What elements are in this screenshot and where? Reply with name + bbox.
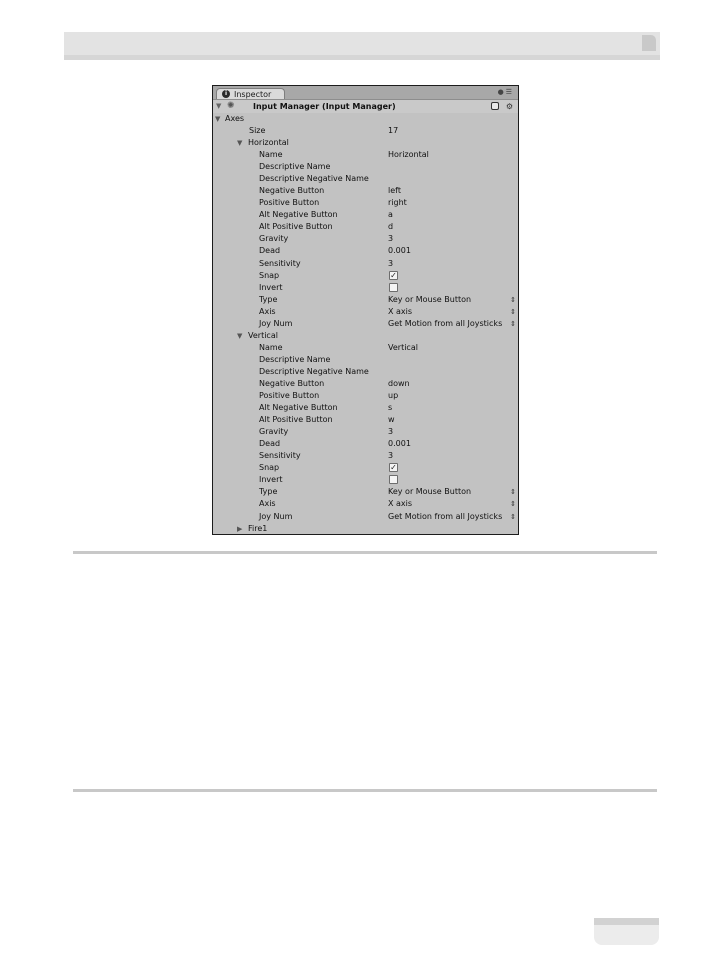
field-label: Dead bbox=[259, 439, 281, 449]
component-header[interactable] bbox=[213, 100, 518, 113]
joy-num-label: Joy Num bbox=[259, 511, 293, 521]
field-row bbox=[213, 354, 518, 366]
invert-row bbox=[213, 282, 518, 294]
axis-label: Axis bbox=[259, 499, 276, 509]
type-row bbox=[213, 294, 518, 306]
field-value[interactable]: d bbox=[388, 222, 394, 232]
field-label: Positive Button bbox=[259, 198, 320, 208]
field-row bbox=[213, 173, 518, 185]
page-number-tab bbox=[594, 925, 659, 945]
snap-checkbox[interactable]: ✓ bbox=[390, 463, 397, 473]
snap-row bbox=[213, 462, 518, 474]
field-label: Descriptive Name bbox=[259, 354, 331, 364]
axis-dropdown[interactable]: X axis bbox=[388, 306, 413, 316]
field-row bbox=[213, 233, 518, 245]
axes-foldout[interactable] bbox=[213, 113, 518, 125]
field-label: Alt Positive Button bbox=[259, 415, 333, 425]
type-row bbox=[213, 486, 518, 498]
field-row bbox=[213, 366, 518, 378]
field-row bbox=[213, 342, 518, 354]
field-label: Descriptive Negative Name bbox=[259, 174, 369, 184]
field-row bbox=[213, 426, 518, 438]
page-corner-tab bbox=[642, 35, 656, 51]
axis-label: Axis bbox=[259, 306, 276, 316]
snap-label: Snap bbox=[259, 270, 280, 280]
field-label: Alt Negative Button bbox=[259, 403, 338, 413]
vertical-fold-icon[interactable]: ▼ bbox=[237, 331, 243, 340]
type-dropdown[interactable]: Key or Mouse Button bbox=[388, 487, 472, 497]
fire1-label: Fire1 bbox=[248, 523, 268, 533]
inspector-tabbar bbox=[213, 86, 518, 100]
field-value[interactable]: Vertical bbox=[388, 342, 418, 352]
field-value[interactable]: 0.001 bbox=[388, 439, 411, 449]
field-row bbox=[213, 450, 518, 462]
field-value[interactable]: up bbox=[388, 391, 399, 401]
field-label: Gravity bbox=[259, 234, 289, 244]
component-title: Input Manager (Input Manager) bbox=[253, 102, 396, 111]
help-book-icon[interactable] bbox=[491, 102, 499, 110]
page-header-band bbox=[64, 32, 660, 55]
field-label: Descriptive Name bbox=[259, 162, 331, 172]
field-row bbox=[213, 221, 518, 233]
field-value[interactable]: left bbox=[388, 186, 401, 196]
size-field[interactable]: 17 bbox=[388, 126, 399, 135]
field-row bbox=[213, 149, 518, 161]
field-label: Negative Button bbox=[259, 186, 325, 196]
field-row bbox=[213, 414, 518, 426]
joy-num-label: Joy Num bbox=[259, 318, 293, 328]
invert-checkbox[interactable] bbox=[389, 283, 398, 292]
section-rule-bottom bbox=[73, 789, 657, 792]
field-label: Alt Negative Button bbox=[259, 210, 338, 220]
field-label: Name bbox=[259, 150, 283, 160]
axes-fold-icon[interactable]: ▼ bbox=[215, 115, 221, 123]
horizontal-label: Horizontal bbox=[248, 138, 289, 148]
axis-row bbox=[213, 306, 518, 318]
field-row bbox=[213, 402, 518, 414]
invert-row bbox=[213, 474, 518, 486]
lock-icon[interactable]: ●☰ bbox=[497, 88, 514, 96]
axis-row bbox=[213, 498, 518, 510]
field-row bbox=[213, 390, 518, 402]
field-value[interactable]: 0.001 bbox=[388, 246, 411, 256]
fire1-fold-icon[interactable]: ▶ bbox=[237, 524, 243, 533]
axis-dropdown[interactable]: X axis bbox=[388, 499, 413, 509]
info-icon: i bbox=[222, 90, 230, 98]
type-label: Type bbox=[259, 487, 278, 497]
field-row bbox=[213, 209, 518, 221]
field-value[interactable]: 3 bbox=[388, 451, 394, 461]
dropdown-arrows-icon[interactable]: ⇕ bbox=[510, 307, 516, 316]
type-label: Type bbox=[259, 294, 278, 304]
field-row bbox=[213, 185, 518, 197]
settings-cog-icon[interactable]: ⚙ bbox=[505, 102, 513, 111]
joy-num-row bbox=[213, 318, 518, 330]
snap-checkbox[interactable]: ✓ bbox=[390, 270, 397, 280]
dropdown-arrows-icon[interactable]: ⇕ bbox=[510, 512, 516, 521]
invert-label: Invert bbox=[259, 282, 283, 292]
snap-row bbox=[213, 270, 518, 282]
tab-inspector-label: Inspector bbox=[234, 90, 272, 99]
dropdown-arrows-icon[interactable]: ⇕ bbox=[510, 295, 516, 304]
type-dropdown[interactable]: Key or Mouse Button bbox=[388, 294, 472, 304]
component-gear-icon: ✺ bbox=[227, 101, 235, 111]
dropdown-arrows-icon[interactable]: ⇕ bbox=[510, 319, 516, 328]
horizontal-fold-icon[interactable]: ▼ bbox=[237, 139, 243, 148]
vertical-label: Vertical bbox=[248, 330, 278, 340]
invert-checkbox[interactable] bbox=[389, 475, 398, 484]
axes-label: Axes bbox=[225, 114, 245, 123]
field-label: Gravity bbox=[259, 427, 289, 437]
field-row bbox=[213, 438, 518, 450]
invert-label: Invert bbox=[259, 475, 283, 485]
field-value[interactable]: 3 bbox=[388, 234, 394, 244]
field-label: Descriptive Negative Name bbox=[259, 366, 369, 376]
field-value[interactable]: down bbox=[388, 378, 410, 388]
field-label: Dead bbox=[259, 246, 281, 256]
joy-num-dropdown[interactable]: Get Motion from all Joysticks bbox=[388, 318, 503, 328]
field-value[interactable]: w bbox=[388, 415, 395, 425]
field-row bbox=[213, 161, 518, 173]
inspector-window bbox=[212, 85, 519, 535]
section-rule-top bbox=[73, 551, 657, 554]
field-row bbox=[213, 245, 518, 257]
field-row bbox=[213, 197, 518, 209]
dropdown-arrows-icon[interactable]: ⇕ bbox=[510, 500, 516, 509]
field-label: Sensitivity bbox=[259, 451, 301, 461]
snap-label: Snap bbox=[259, 463, 280, 473]
field-value[interactable]: 3 bbox=[388, 427, 394, 437]
field-label: Negative Button bbox=[259, 378, 325, 388]
dropdown-arrows-icon[interactable]: ⇕ bbox=[510, 488, 516, 497]
tab-inspector[interactable] bbox=[216, 88, 285, 99]
field-value[interactable]: Horizontal bbox=[388, 150, 429, 160]
horizontal-foldout[interactable] bbox=[213, 137, 518, 149]
field-label: Name bbox=[259, 342, 283, 352]
component-fold-icon[interactable]: ▼ bbox=[216, 102, 222, 110]
field-value[interactable]: s bbox=[388, 403, 393, 413]
vertical-foldout[interactable] bbox=[213, 330, 518, 342]
field-value[interactable]: right bbox=[388, 198, 407, 208]
page-footer-band bbox=[594, 918, 659, 925]
field-label: Sensitivity bbox=[259, 258, 301, 268]
page-header-rule bbox=[64, 55, 660, 60]
field-value[interactable]: 3 bbox=[388, 258, 394, 268]
size-label: Size bbox=[249, 126, 266, 135]
field-row bbox=[213, 378, 518, 390]
field-label: Alt Positive Button bbox=[259, 222, 333, 232]
field-value[interactable]: a bbox=[388, 210, 393, 220]
field-row bbox=[213, 258, 518, 270]
joy-num-row bbox=[213, 511, 518, 523]
size-row bbox=[213, 125, 518, 137]
field-label: Positive Button bbox=[259, 391, 320, 401]
fire1-foldout[interactable] bbox=[213, 523, 518, 535]
joy-num-dropdown[interactable]: Get Motion from all Joysticks bbox=[388, 511, 503, 521]
